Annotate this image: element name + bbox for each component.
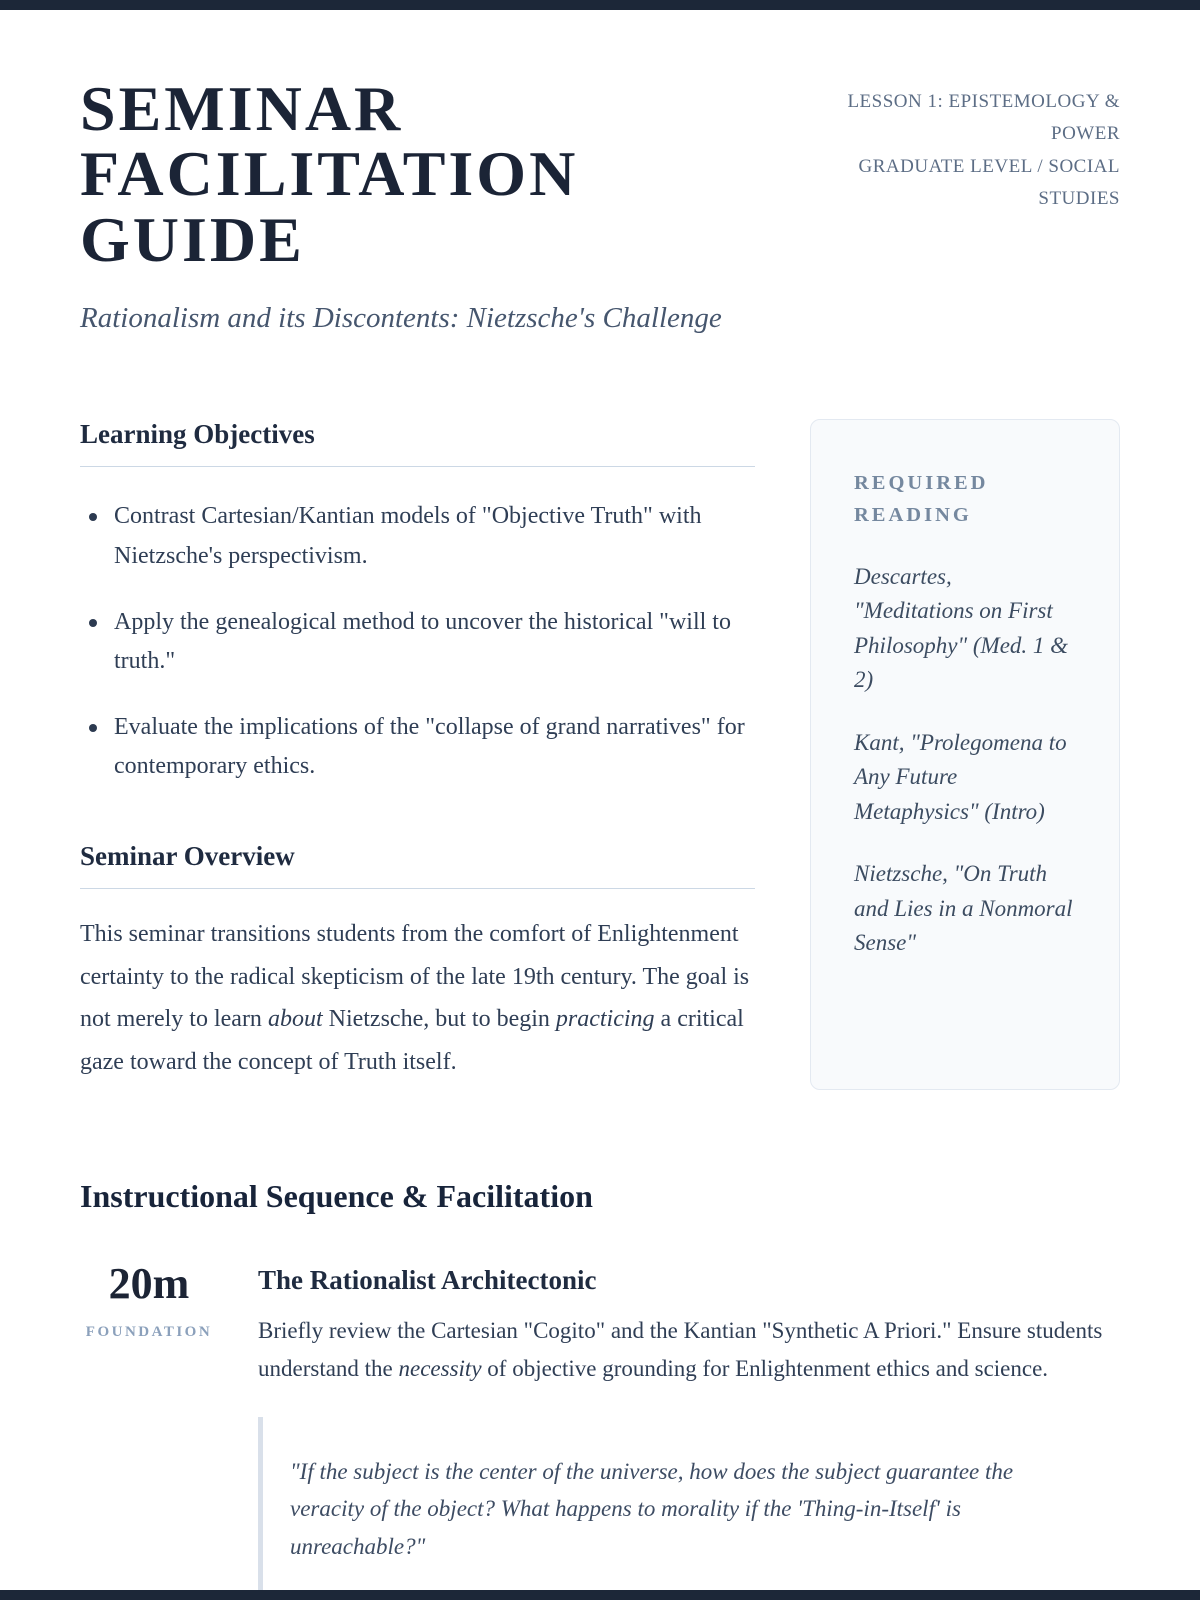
required-reading-card — [810, 419, 1120, 1090]
main-column — [80, 419, 755, 1090]
step-tag: FOUNDATION — [85, 1324, 213, 1341]
objective-item: Contrast Cartesian/Kantian models of "Objective Truth" with Nietzsche's perspectivism. — [80, 497, 755, 576]
lesson-meta-lesson: LESSON 1: EPISTEMOLOGY & POWER — [847, 91, 1120, 145]
sequence-step — [80, 1259, 1120, 1600]
step-content-column — [258, 1259, 1120, 1600]
document-title: SEMINAR FACILITATION GUIDE — [80, 73, 579, 275]
sequence-heading: Instructional Sequence & Facilitation — [80, 1178, 593, 1215]
required-reading-label: REQUIRED READING — [854, 472, 989, 527]
document-header — [80, 0, 1120, 345]
title-block — [80, 73, 820, 345]
lesson-meta-audience: GRADUATE LEVEL / SOCIAL STUDIES — [858, 155, 1120, 209]
step-description: Briefly review the Cartesian "Cogito" and the Kantian "Synthetic A Priori." Ensure students understand the necessity of objective grounding for Enlightenment ethics and science. — [258, 1318, 1103, 1381]
reading-item: Nietzsche, "On Truth and Lies in a Nonmoral Sense" — [854, 861, 1073, 956]
instructional-sequence-section — [80, 1178, 1120, 1600]
reading-item: Descartes, "Meditations on First Philosophy" (Med. 1 & 2) — [854, 563, 1069, 693]
overview-heading: Seminar Overview — [80, 841, 755, 889]
discussion-quote: "If the subject is the center of the universe, how does the subject guarantee the veracity of the object? What happens to morality if the 'Thing-in-Itself' is unreachable?" — [258, 1417, 1120, 1600]
top-accent-bar — [0, 0, 1200, 10]
reading-item: Kant, "Prolegomena to Any Future Metaphysics" (Intro) — [854, 729, 1067, 824]
objectives-heading: Learning Objectives — [80, 419, 755, 467]
lesson-meta — [820, 76, 1120, 215]
step-title: The Rationalist Architectonic — [258, 1265, 597, 1296]
main-content-grid — [80, 419, 1120, 1090]
objective-item: Apply the genealogical method to uncover the historical "will to truth." — [80, 603, 755, 682]
step-duration: 20m — [108, 1259, 190, 1309]
step-time-column — [80, 1259, 258, 1600]
document-subtitle: Rationalism and its Discontents: Nietzsche's Challenge — [80, 301, 722, 334]
bottom-accent-bar — [0, 1590, 1200, 1600]
objective-item: Evaluate the implications of the "collapse of grand narratives" for contemporary ethics. — [80, 708, 755, 787]
overview-paragraph: This seminar transitions students from the comfort of Enlightenment certainty to the radical skepticism of the late 19th century. The goal is not merely to learn about Nietzsche, but to begin practicing a critical gaze toward the concept of Truth itself. — [80, 921, 750, 1076]
objectives-list — [80, 497, 755, 787]
